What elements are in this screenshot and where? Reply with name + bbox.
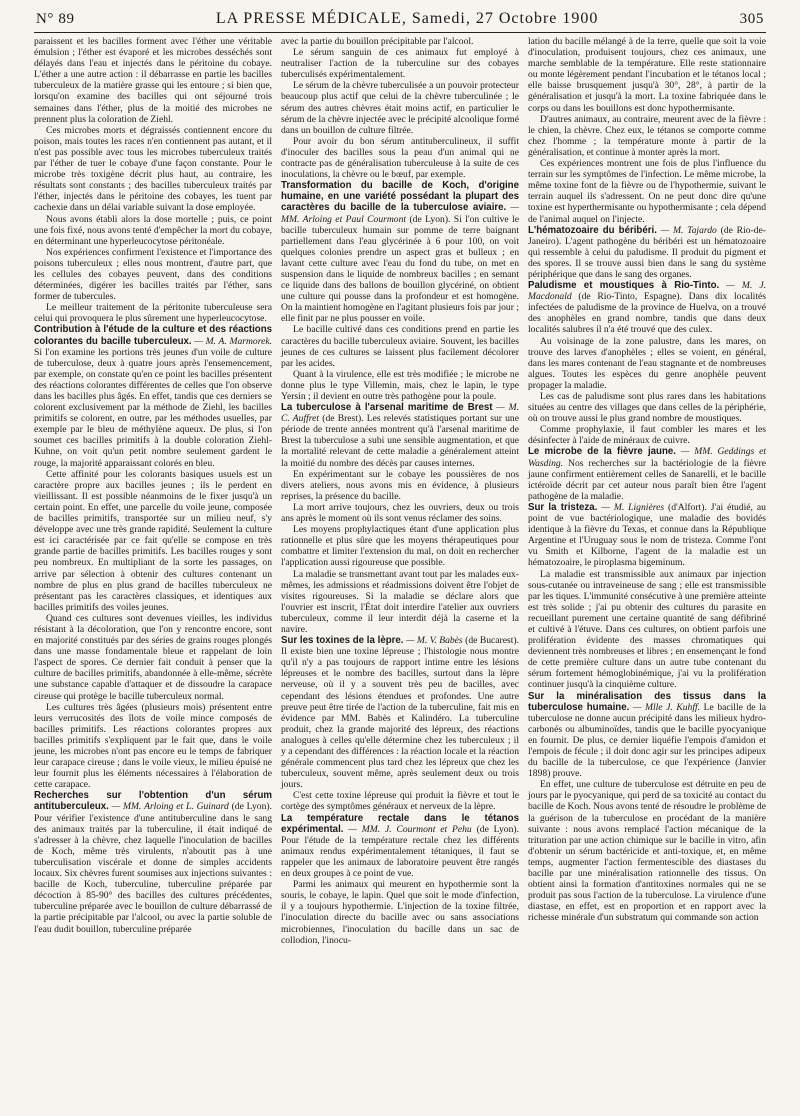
section-author: — MM. Arloing et Paul Courmont	[281, 202, 520, 225]
paragraph: Cette affinité pour les colorants basiques usuels est un caractère propre aux bacilles jeunes ; ils le perdent en vieillissant. Il est possible néanmoins de le fixer jusqu'à un certain point. En effet, une parcelle du voile jeune, composée de bacilles primitifs, transportée sur un milieu neuf, s'y développe avec une très grande rapidité. Seulement la culture est ici caractérisée par ce fait qu'elle se compose en très grande partie de bacilles primitifs. Les bacilles rouges y sont peu nombreux. En multipliant de la sorte les passages, on arrive par sélection à obtenir des cultures contenant un nombre de plus en plus grand de bacilles tuberculeux ne présentant pas les caractères classiques, et identiques aux bacilles primitifs des voiles jeunes.	[34, 468, 272, 613]
section-author: — MM. J. Courmont et Pehu	[343, 823, 472, 835]
page-header	[34, 10, 766, 33]
section-paragraph	[281, 180, 519, 324]
paragraph: Parmi les animaux qui meurent en hypothermie sont la souris, le cobaye, le lapin. Quel que soit le mode d'infection, il y a toujours hypothermie. L'injection de la toxine filtrée, l'inoculation directe du bacille avec ou sans associations microbiennes, l'inoculation du bacille dans un sac de collodion, l'inocu-	[281, 879, 519, 946]
section-heading: L'hématozoaire du béribéri.	[528, 224, 657, 236]
paragraph: Ces microbes morts et dégraissés contiennent encore du poison, mais toutes les races n'en contiennent pas autant, et il n'est pas possible avec tous les microbes tuberculeux traités par l'éther de tuer le cobaye d'une façon constante. Pour le microbe très toxigène décrit plus haut, au contraire, les résultats sont constants ; des bacilles tuberculeux traités par l'éther, injectés dans le péritoine des cobayes, les tuent par cachexie dans un délai variable suivant la dose employée.	[34, 124, 272, 214]
section-heading: Sur la minéralisation des tissus dans la tuberculose humaine.	[528, 690, 766, 713]
section-text: (de Rio-Tinto, Espagne). Dans dix localités infectées de paludisme de la province de Huelva, on a trouvé des anophèles en grand nombre, tandis que dans deux localités salubres il n'a été trouvé que des culex.	[528, 291, 766, 336]
paragraph: Quand ces cultures sont devenues vieilles, les individus résistant à la décoloration, que l'on y rencontre encore, sont en majorité constitués par des séries de grains rouges plongés dans une masse fondamentale bleue et rappelant de loin l'aspect de spores. Ce dernier fait conduit à penser que la culture de bacilles primitifs, abandonnée à elle-même, sécrète une substance capable d'attaquer et de dissoudre la carapace cireuse qui protège le bacille tuberculeux normal.	[34, 612, 272, 702]
section-author: — M. Lignières	[597, 501, 665, 513]
section-text: (de Bucarest). Il existe bien une toxine lépreuse ; l'histologie nous montre qu'il n'y a pas toujours de rapport intime entre les lésions lépreuses et le nombre des bacilles, surtout dans la lèpre nerveuse, où il y a souvent très peu de bacilles, avec cependant des lésions étendues et profondes. Une autre preuve peut être tirée de l'action de la tuberculine, fait mis en évidence par MM. Babès et Kalindéro. La tuberculine produit, chez la grande majorité des lépreux, des réactions analogues à celles qu'elle détermine chez les tuberculeux ; il y a cependant des différences : la réaction locale et la réaction générale commencent plus tard chez les lépreux que chez les tuberculeux, souvent même, après seulement deux ou trois jours.	[281, 635, 519, 791]
paragraph: Le meilleur traitement de la péritonite tuberculeuse sera celui qui provoquera le plus sûrement une hyperleucocytose.	[34, 302, 272, 325]
section-author: — Mlle J. Kuhff.	[629, 701, 701, 713]
section-heading: Sur les toxines de la lèpre.	[281, 635, 404, 647]
section-text: Nos recherches sur la bactériologie de la fièvre jaune confirment entièrement celles de Sanarelli, et le bacille ictéroïde décrit par cet auteur nous paraît bien être l'agent pathogène de la maladie.	[528, 457, 766, 502]
paragraph: Nos expériences confirment l'existence et l'importance des poisons tuberculeux ; elles nous montrent, d'autre part, que les cellules des cobayes peuvent, dans des conditions déterminées, digérer les bacilles traités par l'éther, sans former de tubercules.	[34, 246, 272, 303]
paragraph: La maladie se transmettant avant tout par les malades eux-mêmes, les admissions et réadmissions doivent être l'objet de visites rigoureuses. Si la maladie se déclare alors que l'ouvrier est inscrit, l'État doit interdire l'atelier aux ouvriers tuberculeux, comme il leur interdit déjà la caserne et la navire.	[281, 568, 519, 635]
section-author: — M. C. Auffret	[281, 402, 520, 425]
paragraph: Les moyens prophylactiques étant d'une application plus rationnelle et plus sûre que les moyens thérapeutiques pour combattre et limiter l'extension du mal, on doit en rechercher l'application aussi rigoureuse que possible.	[281, 524, 519, 569]
column-left	[34, 36, 272, 935]
section-author: — MM. Geddings et Wasding.	[528, 446, 766, 469]
section-text: (de Lyon). Pour l'étude de la température rectale chez les différents animaux rendus expérimentalement tétaniques, il faut se rappeler que les animaux de laboratoire peuvent être rangés en deux groupes à ce point de vue.	[281, 823, 519, 880]
paragraph: Les cas de paludisme sont plus rares dans les habitations situées au centre des villages que dans celles de la périphérie, où on trouve aussi le plus grand nombre de moustiques.	[528, 391, 766, 425]
section-heading: Sur la tristeza.	[528, 501, 598, 513]
paragraph: Pour avoir du bon sérum antituberculineux, il suffit d'inoculer des bacilles sous la peau d'un animal qui ne contracte pas de généralisation tuberculeuse à la suite de ces inoculations, la chèvre ou le bœuf, par exemple.	[281, 135, 519, 181]
paragraph: Les cultures très âgées (plusieurs mois) présentent entre leurs verrucosités des îlots de voile mince composés de bacilles primitifs. Les réactions colorantes propres aux bacilles primitifs s'expliquent par le fait que, dans le voile jeune, les microbes n'ont pas encore eu le temps de fabriquer leur carapace cireuse ; dans le voile vieux, le milieu épuisé ne leur fournit plus les éléments nécessaires à l'élaboration de cette carapace.	[34, 701, 272, 791]
journal-title: LA PRESSE MÉDICALE, Samedi, 27 Octobre 1900	[215, 10, 599, 27]
section-paragraph	[528, 691, 766, 780]
section-text: (de Brest). Les relevés statistiques portant sur une période de trente années montrent qu'à l'arsenal maritime de Brest la tuberculose a subi une sensible augmentation, et que la mortalité relevant de cette maladie a généralement atteint la moitié du nombre des décès par causes internes.	[281, 413, 519, 469]
section-paragraph	[281, 813, 519, 880]
section-text: Si l'on examine les portions très jeunes d'un voile de culture de tuberculose, deux à quatre jours après l'ensemencement, par exemple, on constate qu'en ce point les bacilles présentent des réactions colorantes différentes de celles que l'on observe dans les bacilles plus âgés. En effet, tandis que ces derniers se colorent exclusivement par la méthode de Ziehl, les bacilles primitifs se colorent, en outre, par les méthodes usuelles, par exemple par le bleu de méthylène aqueux. De plus, si l'on soumet ces bacilles primitifs à la double coloration Ziehl-Kuhne, on voit qu'un petit nombre seulement gardent le rouge, la majorité apparaissant colorés en bleu.	[34, 346, 272, 469]
section-text: (de Lyon). Si l'on cultive le bacille tuberculeux humain sur pomme de terre baignant partiellement dans l'eau glycérinée à 6 pour 100, on voit quelques colonies prendre un aspect gras et bulleux ; en lavant cette culture avec l'eau du fond du tube, on met en suspension dans le liquide de nombreux bacilles ; en semant ce liquide dans des ballons de bouillon glycériné, on obtient une culture qui pousse dans la profondeur et est homogène. On la maintient homogène en l'agitant plusieurs fois par jour ; elle finit par ne plus pousser en voile.	[281, 213, 519, 325]
paragraph: Ces expériences montrent une fois de plus l'influence du terrain sur les symptômes de l'infection. Le même microbe, la même toxine font de la fièvre ou de l'hypothermie, suivant le terrain auquel ils s'adressent. On ne peut donc dire qu'une toxine est hyperthermisante ou hypothermisante ; cela dépend de l'animal auquel on l'injecte.	[528, 158, 766, 225]
section-paragraph	[34, 324, 272, 468]
paragraph: Au voisinage de la zone palustre, dans les mares, on trouve des larves d'anophèles ; elles se voient, en général, dans les mares contenant de l'eau stagnante et de nombreuses algues. Toutes les espèces du genre anophèle peuvent propager la maladie.	[528, 335, 766, 391]
paragraph: Comme prophylaxie, il faut combler les mares et les désinfecter à l'aide de minéraux de cuivre.	[528, 424, 766, 447]
section-text: (d'Alfort). J'ai étudié, au point de vue bactériologique, une maladie des bovidés identique à la fièvre du Texas, et connue dans la République Argentine et l'Uruguay sous le nom de tristeza. Comme l'ont vu Smith et Kilborne, l'agent de la maladie est un hématozoaire, le piroplasma bigeminum.	[528, 501, 766, 569]
paragraph: La mort arrive toujours, chez les ouvriers, deux ou trois ans après le moment où ils sont venus réclamer des soins.	[281, 501, 519, 525]
section-heading: Le microbe de la fièvre jaune.	[528, 446, 676, 458]
section-heading: Transformation du bacille de Koch, d'origine humaine, en une variété possédant la plupart des caractères du bacille de la tuberculose aviaire.	[281, 180, 519, 214]
section-author: — M. J. Macdonald	[528, 280, 766, 303]
section-paragraph	[528, 502, 766, 569]
section-heading: La tuberculose à l'arsenal maritime de Brest	[281, 402, 493, 414]
section-paragraph	[528, 280, 766, 335]
paragraph: paraissent et les bacilles forment avec l'éther une véritable émulsion ; l'éther est évaporé et les microbes desséchés sont délayés dans l'eau et injectés dans le péritoine du cobaye. L'éther a une autre action : il débarrasse en partie les bacilles tuberculeux de la matière grasse qui les entoure ; si bien que, lorsqu'on examine des bacilles qui ont séjourné trois semaines dans l'éther, plus de la moitié des microbes ne prennent plus la coloration de Ziehl.	[34, 36, 272, 125]
section-paragraph	[34, 790, 272, 934]
section-text: Le bacille de la tuberculose ne donne aucun précipité dans les milieux hydro-carbonés ou albuminoïdes, tandis que le bacille pyocyanique en fournit. De plus, ce dernier liquéfie l'empois d'amidon et l'empois de fécule ; il doit donc agir sur les principes adipeux du bacille de la tuberculose, ce que l'expérience (Janvier 1898) prouve.	[528, 701, 766, 780]
paragraph: C'est cette toxine lépreuse qui produit la fièvre et tout le cortège des symptômes généraux et nerveux de la lèpre.	[281, 790, 519, 813]
section-heading: La température rectale dans le tétanos expérimental.	[281, 812, 519, 835]
section-heading: Recherches sur l'obtention d'un sérum antituberculeux.	[34, 790, 272, 813]
paragraph: Le bacille cultivé dans ces conditions prend en partie les caractères du bacille tuberculeux aviaire. Souvent, les bacilles jeunes de ces cultures se laissent plus facilement décolorer par les acides.	[281, 324, 519, 369]
section-author: — M. A. Marmorek.	[191, 335, 273, 347]
section-paragraph	[281, 635, 519, 790]
section-author: — M. V. Babès	[403, 635, 463, 647]
paragraph: Le sérum de la chèvre tuberculisée a un pouvoir protecteur beaucoup plus actif que celui de la chèvre tuberculinée ; le sérum des autres chèvres était moins actif, en particulier le sérum de la chèvre injectée avec le précipité alcoolique formé dans un bouillon de culture filtrée.	[281, 80, 519, 136]
paragraph: avec la partie du bouillon précipitable par l'alcool.	[281, 36, 474, 47]
section-text: (de Lyon). Pour vérifier l'existence d'une antituberculine dans le sang des animaux traités par la tuberculine, il était indiqué de s'adresser à la chèvre, chez laquelle l'inoculation de bacilles de Koch, même très virulents, n'aboutit pas à une tuberculisation viscérale et donne de simples accidents locaux. Six chèvres furent soumises aux injections suivantes : bacille de Koch, tuberculine, tuberculine préparée par décoction à 85-90° des bacilles des cultures précédentes, tuberculine préparée avec le bouillon de culture débarrassé de la partie précipitable par l'alcool, ou avec la partie soluble de l'eau dudit bouillon, tuberculine préparée	[34, 801, 272, 935]
paragraph: D'autres animaux, au contraire, meurent avec de la fièvre : le chien, la chèvre. Chez eux, le tétanos se comporte comme chez l'homme ; la température monte à partir de la généralisation, et continue à monter après la mort.	[528, 113, 766, 158]
paragraph: Quant à la virulence, elle est très modifiée ; le microbe ne donne plus le type Villemin, mais, chez le lapin, le type Yersin ; il devient en outre très pathogène pour la poule.	[281, 368, 519, 402]
issue-number: N° 89	[36, 11, 75, 27]
paragraph: Le sérum sanguin de ces animaux fut employé à neutraliser l'action de la tuberculine sur des cobayes tuberculisés expérimentalement.	[281, 47, 519, 81]
section-author: — M. Tajardo	[656, 224, 717, 236]
page-number: 305	[739, 11, 764, 27]
section-text: (de Rio-de-Janeiro). L'agent pathogène du béribéri est un hématozoaire qui ressemble à celui du paludisme. Il produit du pigment et des spores. Il se trouve aussi bien dans le sang du système périphérique que dans le sang des organes.	[528, 224, 766, 280]
section-heading: Contribution à l'étude de la culture et des réactions colorantes du bacille tuberculeux.	[34, 324, 272, 347]
section-paragraph	[528, 446, 766, 501]
section-paragraph	[281, 402, 519, 469]
column-right	[528, 36, 766, 924]
section-author: — MM. Arloing et L. Guinard	[108, 801, 229, 813]
column-middle	[281, 36, 519, 946]
paragraph: En expérimentant sur le cobaye les poussières de nos divers ateliers, nous avons mis en évidence, à plusieurs reprises, la présence du bacille.	[281, 468, 519, 502]
article-columns	[34, 36, 766, 946]
paragraph: La maladie est transmissible aux animaux par injection sous-cutanée ou intraveineuse de sang ; elle est transmissible par les tiques. L'immunité consécutive à une première atteinte est très solide ; j'ai pu obtenir des cultures du parasite en recueillant purement une certaine quantité de sang défibriné et cultivé à l'étuve. Dans ces cultures, on obtient parfois une prolifération évidente des masses chromatiques qui deviennent très nombreuses et libres ; en ensemençant le fond de cette première culture dans un autre tube contenant du sérum fortement hémoglobinémique, j'ai vu la prolifération continuer jusqu'à la cinquième culture.	[528, 568, 766, 691]
section-paragraph	[528, 225, 766, 280]
paragraph: En effet, une culture de tuberculose est détruite en peu de jours par le pyocyanique, qui perd de sa toxicité au contact du bacille de Koch. Nous avons tenté de résoudre le problème de la guérison de la tuberculose en procédant de la manière suivante : nous avons remplacé l'action mécanique de la trituration par une action chimique sur le bacille in vitro, afin d'obtenir un sérum bactéricide et anti-toxique, et, en même temps, augmenter l'action fermentescible des diastases du bacille par une minéralisation rationnelle des tissus. On obtient ainsi la formation d'antitoxines normales qui ne se produit pas sous l'action de la tuberculose. La virulence d'une diastase, en effet, est en proportion et en rapport avec la richesse minérale d'un substratum qui commande son action	[528, 779, 766, 924]
section-heading: Paludisme et moustiques à Rio-Tinto.	[528, 280, 720, 292]
paragraph: Nous avons établi alors la dose mortelle ; puis, ce point une fois fixé, nous avons tenté d'empêcher la mort du cobaye, en déterminant une hyperleucocytose péritonéale.	[34, 213, 272, 247]
paragraph: lation du bacille mélangé à de la terre, quelle que soit la voie d'inoculation, produisent toujours, chez ces animaux, une marche semblable de la température. Elle reste stationnaire ou monte légèrement pendant l'incubation et le tétanos local ; elle baisse brusquement jusqu'à 30°, 28°, à partir de la généralisation et jusqu'à la mort. La toxine fabriquée dans le corps ou dans les bouillons est donc hypothermisante.	[528, 36, 766, 114]
